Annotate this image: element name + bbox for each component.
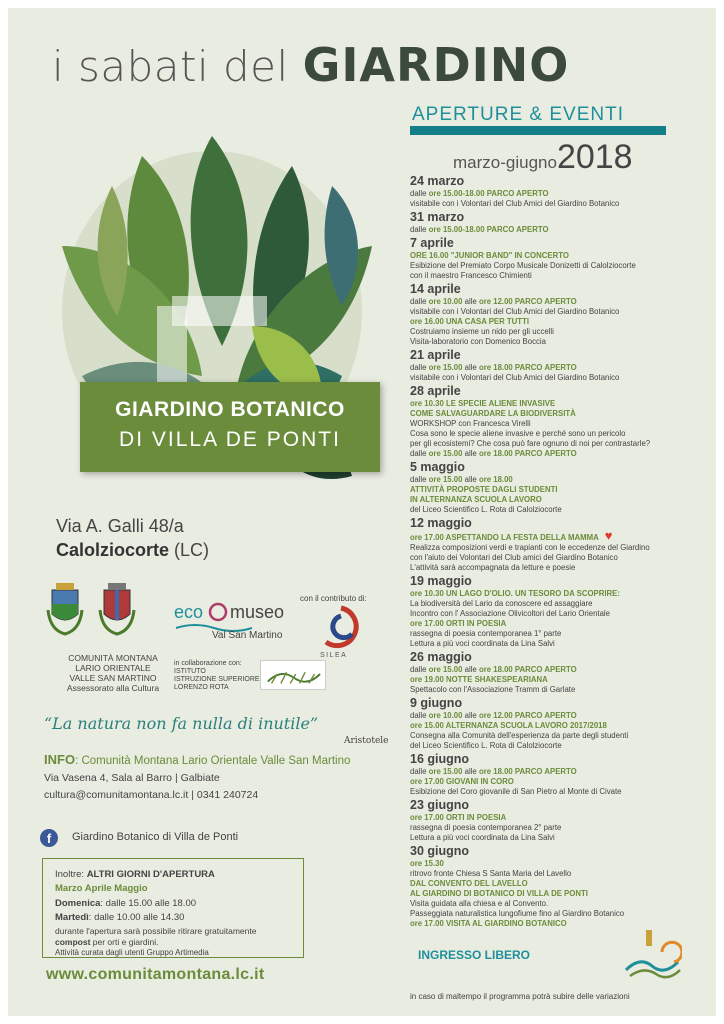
compost-rest: per orti e giardini. xyxy=(90,937,159,947)
event-date-text: 28 aprile xyxy=(410,384,461,398)
event-highlight: ore 16.00 UNA CASA PER TUTTI xyxy=(410,317,529,326)
event-text: con l'aiuto dei Volontari del Club amici del Giardino Botanico xyxy=(410,553,618,562)
info-contacts: cultura@comunitamontana.lc.it | 0341 240724 xyxy=(44,789,259,801)
quote-author: Aristotele xyxy=(344,736,389,746)
events-list xyxy=(410,174,710,930)
event-text: dalle xyxy=(410,475,429,484)
event-date xyxy=(410,236,710,251)
event-highlight: ore 15.00-18.00 PARCO APERTO xyxy=(428,225,549,234)
collab-line: LORENZO ROTA xyxy=(174,684,229,691)
info-org: Comunità Montana Lario Orientale Valle San Martino xyxy=(81,755,351,767)
opening-note: durante l'apertura sarà possibile ritirare gratuitamente xyxy=(55,926,257,936)
calolziocorte-coat-of-arms-icon xyxy=(44,580,86,638)
poster-title xyxy=(52,38,569,92)
event-date-text: 26 maggio xyxy=(410,650,472,664)
event-line xyxy=(410,189,710,199)
event-highlight: ore 17.00 ORTI IN POESIA xyxy=(410,619,507,628)
event-text: Consegna alla Comunità dell'esperienza da parte degli studenti xyxy=(410,731,629,740)
event-line xyxy=(410,399,710,409)
event-line xyxy=(410,307,710,317)
silea-logo-icon xyxy=(318,604,364,654)
event-date xyxy=(410,798,710,813)
event-line xyxy=(410,475,710,485)
info-email[interactable]: cultura@comunitamontana.lc.it xyxy=(44,789,189,801)
comunita-line: COMUNITÀ MONTANA xyxy=(68,653,158,663)
event-line xyxy=(410,833,710,843)
event-line xyxy=(410,599,710,609)
event-text: dalle xyxy=(410,225,429,234)
event-date xyxy=(410,384,710,399)
event-item xyxy=(410,574,710,649)
event-text: Incontro con l' Associazione Olivicoltori del Lario Orientale xyxy=(410,609,610,618)
facebook-page-name[interactable]: Giardino Botanico di Villa de Ponti xyxy=(72,831,239,843)
event-text: Costruiamo insieme un nido per gli uccelli xyxy=(410,327,554,336)
event-date xyxy=(410,516,710,531)
event-date xyxy=(410,844,710,859)
event-text: visitabile con i Volontari del Club Amici del Giardino Botanico xyxy=(410,199,620,208)
event-line xyxy=(410,317,710,327)
event-item xyxy=(410,384,710,459)
subtitle-underline xyxy=(410,126,666,135)
collab-line: ISTRUZIONE SUPERIORE xyxy=(174,676,260,683)
event-line xyxy=(410,439,710,449)
event-line xyxy=(410,528,710,543)
event-line xyxy=(410,373,710,383)
event-text: La biodiversità del Lario da conoscere ed assaggiare xyxy=(410,599,593,608)
event-line xyxy=(410,485,710,495)
event-highlight: ore 17.00 ASPETTANDO LA FESTA DELLA MAMMA xyxy=(410,533,599,542)
event-text: dalle xyxy=(410,297,429,306)
event-line xyxy=(410,859,710,869)
event-line xyxy=(410,879,710,889)
event-date-text: 30 giugno xyxy=(410,844,470,858)
event-highlight: ore 15.00 xyxy=(428,449,463,458)
event-line xyxy=(410,619,710,629)
tuesday-hours: : dalle 10.00 alle 14.30 xyxy=(88,912,185,923)
event-highlight: ore 17.00 VISITA AL GIARDINO BOTANICO xyxy=(410,919,567,928)
event-line xyxy=(410,675,710,685)
event-highlight: ore 10.00 xyxy=(428,711,463,720)
event-item xyxy=(410,844,710,929)
garden-name: GIARDINO BOTANICO xyxy=(115,398,345,421)
event-highlight: ore 12.00 PARCO APERTO xyxy=(478,297,577,306)
website-link[interactable]: www.comunitamontana.lc.it xyxy=(46,966,265,983)
event-text: Spettacolo con l'Associazione Tramm di Garlate xyxy=(410,685,576,694)
title-small: i sabati del xyxy=(52,42,289,91)
event-text: Cosa sono le specie aliene invasive e perché sono un pericolo xyxy=(410,429,626,438)
ecomuseo-eco: eco xyxy=(174,602,204,622)
event-date-text: 16 giugno xyxy=(410,752,470,766)
event-highlight: ore 10.00 xyxy=(428,297,463,306)
event-line xyxy=(410,225,710,235)
event-text: Passeggiata naturalistica lungofiume fino al Giardino Botanico xyxy=(410,909,625,918)
poster xyxy=(8,8,716,1016)
event-item xyxy=(410,752,710,797)
event-line xyxy=(410,327,710,337)
event-item xyxy=(410,650,710,695)
opening-title xyxy=(55,869,215,880)
event-line xyxy=(410,409,710,419)
event-text: alle xyxy=(462,767,479,776)
event-text: dalle xyxy=(410,767,429,776)
tuesday-label: Martedì xyxy=(55,912,89,923)
quote-text: “La natura non fa nulla di inutile” xyxy=(44,714,319,733)
ecomuseo-logo xyxy=(170,596,300,640)
event-line xyxy=(410,589,710,599)
address-town xyxy=(56,540,209,561)
event-date xyxy=(410,348,710,363)
event-text: alle xyxy=(462,449,479,458)
collab-line: ISTITUTO xyxy=(174,668,206,675)
event-item xyxy=(410,236,710,281)
silea-text: SILEA xyxy=(320,652,348,659)
event-highlight: ore 19.00 NOTTE SHAKESPEARIANA xyxy=(410,675,548,684)
event-line xyxy=(410,495,710,505)
event-highlight: ore 12.00 PARCO APERTO xyxy=(478,711,577,720)
event-item xyxy=(410,798,710,843)
event-item xyxy=(410,696,710,751)
event-line xyxy=(410,639,710,649)
event-text: alle xyxy=(462,297,479,306)
event-line xyxy=(410,741,710,751)
event-date-text: 7 aprile xyxy=(410,236,454,250)
event-item xyxy=(410,282,710,347)
event-line xyxy=(410,685,710,695)
compost-label: compost xyxy=(55,937,91,947)
event-text: dalle xyxy=(410,711,429,720)
event-text: per gli ecosistemi? Che cosa può fare ognuno di noi per contrastarle? xyxy=(410,439,651,448)
event-line xyxy=(410,869,710,879)
opening-title-bold: ALTRI GIORNI D'APERTURA xyxy=(86,869,215,880)
event-highlight: ATTIVITÀ PROPOSTE DAGLI STUDENTI xyxy=(410,485,558,494)
event-line xyxy=(410,251,710,261)
event-line xyxy=(410,777,710,787)
garden-name-box xyxy=(80,382,380,472)
event-date xyxy=(410,696,710,711)
event-text: Lettura a più voci coordinata da Lina Salvi xyxy=(410,639,555,648)
event-text: dalle xyxy=(410,363,429,372)
ecomuseo-valle: Val San Martino xyxy=(212,630,283,640)
province: (LC) xyxy=(174,540,210,560)
event-text: visitabile con i Volontari del Club Amici del Giardino Botanico xyxy=(410,373,620,382)
event-date xyxy=(410,174,710,189)
event-text: visitabile con i Volontari del Club Amici del Giardino Botanico xyxy=(410,307,620,316)
sistema-museale-logo-icon xyxy=(622,926,682,982)
sunday-hours: : dalle 15.00 alle 18.00 xyxy=(100,898,197,909)
event-date-text: 5 maggio xyxy=(410,460,465,474)
opening-credit: Attività curata dagli utenti Gruppo Artimedia xyxy=(55,948,209,957)
event-line xyxy=(410,721,710,731)
event-line xyxy=(410,199,710,209)
event-line xyxy=(410,711,710,721)
event-date xyxy=(410,574,710,589)
event-highlight: ore 17.00 GIOVANI IN CORO xyxy=(410,777,514,786)
event-highlight: ore 10.30 UN LAGO D'OLIO. UN TESORO DA SCOPRIRE: xyxy=(410,589,620,598)
event-highlight: ore 10.30 LE SPECIE ALIENE INVASIVE xyxy=(410,399,556,408)
ecomuseo-museo: museo xyxy=(230,602,285,622)
ecomuseo-swirl-icon xyxy=(210,604,226,620)
event-line xyxy=(410,889,710,899)
event-date xyxy=(410,752,710,767)
event-text: Lettura a più voci coordinata da Lina Salvi xyxy=(410,833,555,842)
event-line xyxy=(410,909,710,919)
comunita-line: VALLE SAN MARTINO xyxy=(69,673,157,683)
event-date-text: 9 giugno xyxy=(410,696,463,710)
event-line xyxy=(410,505,710,515)
subtitle: APERTURE & EVENTI xyxy=(412,104,624,125)
event-highlight: ore 18.00 PARCO APERTO xyxy=(478,449,577,458)
event-line xyxy=(410,563,710,573)
event-highlight: AL GIARDINO DI BOTANICO DI VILLA DE PONTI xyxy=(410,889,588,898)
comunita-line: LARIO ORIENTALE xyxy=(75,663,151,673)
event-line xyxy=(410,609,710,619)
town-name: Calolziocorte xyxy=(56,540,170,560)
collab-line: in collaborazione con: xyxy=(174,660,242,667)
event-date-text: 31 marzo xyxy=(410,210,465,224)
event-text: dalle xyxy=(410,665,429,674)
event-line xyxy=(410,823,710,833)
event-text: L'attività sarà accompagnata da letture e poesie xyxy=(410,563,576,572)
event-line xyxy=(410,261,710,271)
event-date-text: 19 maggio xyxy=(410,574,472,588)
event-highlight: IN ALTERNANZA SCUOLA LAVORO xyxy=(410,495,542,504)
event-line xyxy=(410,419,710,429)
event-text: alle xyxy=(462,363,479,372)
weather-notice: in caso di maltempo il programma potrà subire delle variazioni xyxy=(410,992,630,1001)
event-item xyxy=(410,174,710,209)
event-text: WORKSHOP con Francesca Virelli xyxy=(410,419,531,428)
opening-sunday xyxy=(55,898,196,909)
event-text: Visita-laboratorio con Domenico Boccia xyxy=(410,337,546,346)
event-line xyxy=(410,337,710,347)
event-line xyxy=(410,449,710,459)
event-highlight: ore 15.00 xyxy=(428,767,463,776)
address-street: Via A. Galli 48/a xyxy=(56,516,184,536)
collaboration-label xyxy=(174,660,260,692)
event-text: con il maestro Francesco Chimienti xyxy=(410,271,532,280)
event-date xyxy=(410,210,710,225)
event-text: alle xyxy=(462,711,479,720)
event-line xyxy=(410,553,710,563)
event-line xyxy=(410,899,710,909)
comunita-montana-label xyxy=(38,653,188,693)
event-item xyxy=(410,348,710,383)
event-highlight: ore 18.00 PARCO APERTO xyxy=(478,363,577,372)
event-text: del Liceo Scientifico L. Rota di Calolziocorte xyxy=(410,741,562,750)
event-date-text: 21 aprile xyxy=(410,348,461,362)
event-highlight: ore 15.30 xyxy=(410,859,444,868)
heart-icon: ♥ xyxy=(604,528,613,543)
event-item xyxy=(410,516,710,573)
info-phone: 0341 240724 xyxy=(196,789,259,801)
opening-days-box xyxy=(42,858,304,958)
event-line xyxy=(410,271,710,281)
event-text: Realizza composizioni verdi e trapianti con le eccedenze del Giardino xyxy=(410,543,650,552)
event-highlight: ORE 16.00 "JUNIOR BAND" IN CONCERTO xyxy=(410,251,569,260)
date-range xyxy=(453,138,633,177)
opening-note xyxy=(55,937,158,947)
event-highlight: ore 15.00 xyxy=(428,475,463,484)
event-line xyxy=(410,665,710,675)
comunita-montana-coat-of-arms-icon xyxy=(96,580,138,638)
event-text: dalle xyxy=(410,189,429,198)
event-highlight: ore 15.00 ALTERNANZA SCUOLA LAVORO 2017/2018 xyxy=(410,721,607,730)
event-text: Esibizione del Premiato Corpo Musicale Donizetti di Calolziocorte xyxy=(410,261,636,270)
event-line xyxy=(410,363,710,373)
info-label: INFO xyxy=(44,752,76,767)
event-highlight: ore 15.00-18.00 PARCO APERTO xyxy=(428,189,549,198)
event-text: alle xyxy=(462,475,479,484)
year-text: 2018 xyxy=(556,138,633,176)
garden-villa: DI VILLA DE PONTI xyxy=(119,428,341,451)
event-line xyxy=(410,731,710,741)
event-item xyxy=(410,210,710,235)
event-line xyxy=(410,429,710,439)
free-entry-label: INGRESSO LIBERO xyxy=(418,948,531,962)
event-highlight: ore 15.00 xyxy=(428,363,463,372)
event-item xyxy=(410,460,710,515)
event-text: rassegna di poesia contemporanea 2° parte xyxy=(410,823,562,832)
title-big: GIARDINO xyxy=(302,38,570,92)
event-date-text: 12 maggio xyxy=(410,516,472,530)
sunday-label: Domenica xyxy=(55,898,101,909)
event-line xyxy=(410,543,710,553)
event-date-text: 14 aprile xyxy=(410,282,461,296)
event-highlight: ore 15.00 xyxy=(428,665,463,674)
event-text: del Liceo Scientifico L. Rota di Calolziocorte xyxy=(410,505,562,514)
event-text: dalle xyxy=(410,449,429,458)
event-line xyxy=(410,787,710,797)
event-highlight: ore 18.00 PARCO APERTO xyxy=(478,767,577,776)
event-line xyxy=(410,813,710,823)
contribution-label: con il contributo di: xyxy=(300,594,367,603)
event-date xyxy=(410,282,710,297)
event-highlight: ore 18.00 PARCO APERTO xyxy=(478,665,577,674)
event-line xyxy=(410,629,710,639)
event-text: alle xyxy=(462,665,479,674)
event-date xyxy=(410,650,710,665)
event-date xyxy=(410,460,710,475)
event-highlight: ore 18.00 xyxy=(478,475,513,484)
facebook-icon[interactable]: f xyxy=(40,829,58,847)
info-address: Via Vasena 4, Sala al Barro | Galbiate xyxy=(44,772,220,784)
liceo-rota-logo-icon xyxy=(260,660,326,690)
event-date-text: 23 giugno xyxy=(410,798,470,812)
event-text: Esibizione del Coro giovanile di San Pietro al Monte di Civate xyxy=(410,787,622,796)
event-highlight: ore 17.00 ORTI IN POESIA xyxy=(410,813,507,822)
event-highlight: DAL CONVENTO DEL LAVELLO xyxy=(410,879,528,888)
months-text: marzo-giugno xyxy=(453,153,557,172)
event-line xyxy=(410,767,710,777)
event-text: Visita guidata alla chiesa e al Convento. xyxy=(410,899,549,908)
event-line xyxy=(410,297,710,307)
event-text: rassegna di poesia contemporanea 1° parte xyxy=(410,629,562,638)
opening-months: Marzo Aprile Maggio xyxy=(55,883,148,894)
opening-tuesday xyxy=(55,912,184,923)
info-heading: INFO: Comunità Montana Lario Orientale Valle San Martino xyxy=(44,752,351,767)
event-highlight: COME SALVAGUARDARE LA BIODIVERSITÀ xyxy=(410,409,576,418)
event-date-text: 24 marzo xyxy=(410,174,465,188)
event-text: ritrovo fronte Chiesa S Santa Maria del Lavello xyxy=(410,869,572,878)
comunita-line: Assessorato alla Cultura xyxy=(66,683,160,693)
opening-intro: Inoltre: xyxy=(55,869,85,880)
